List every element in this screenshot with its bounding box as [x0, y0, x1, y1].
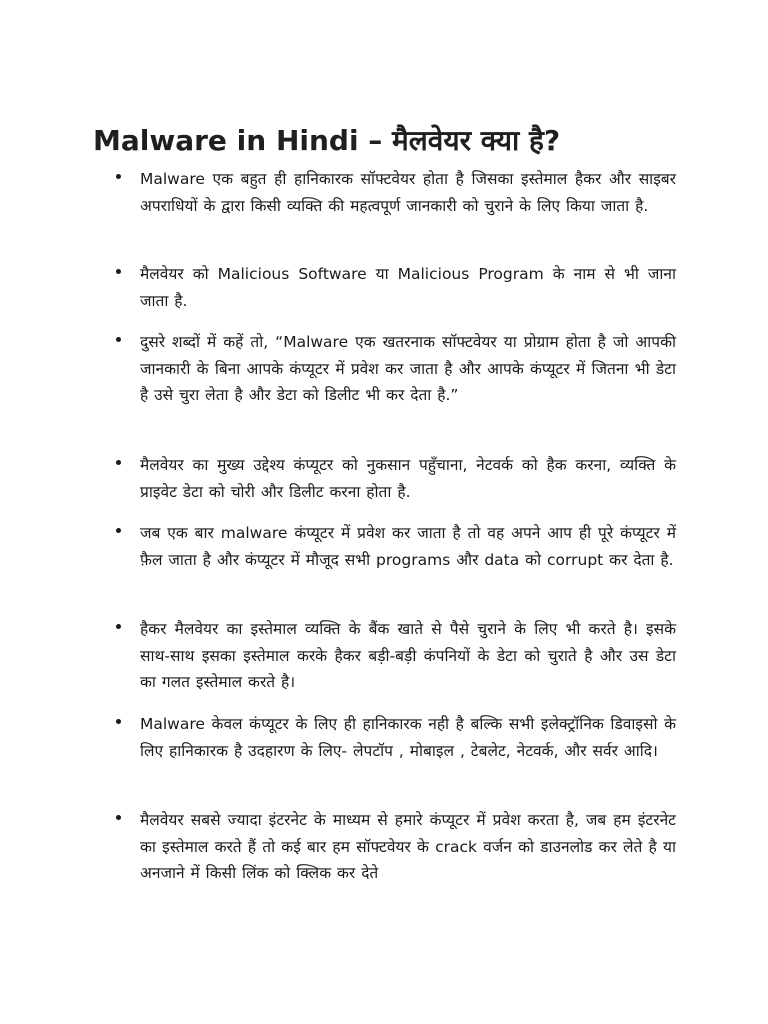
bullet-icon [116, 337, 121, 342]
list-item-text: Malware एक बहुत ही हानिकारक सॉफ्टवेयर होता है जिसका इस्तेमाल हैकर और साइबर अपराधियों के द्वारा किसी व्यक्ति की महत्वपूर्ण जानकारी को चुराने के लिए किया जाता है. [140, 170, 676, 215]
list-item [116, 807, 676, 887]
list-item-text: मैलवेयर सबसे ज्यादा इंटरनेट के माध्यम से हमारे कंप्यूटर में प्रवेश करता है, जब हम इंटरनेट का इस्तेमाल करते हैं तो कई बार हम सॉफ्टवेयर के crack वर्जन को डाउनलोड कर लेते है या अनजाने में किसी लिंक को क्लिक कर देते [140, 811, 676, 882]
bullet-icon [116, 460, 121, 465]
bullet-icon [116, 624, 121, 629]
list-item-text: जब एक बार malware कंप्यूटर में प्रवेश कर जाता है तो वह अपने आप ही पूरे कंप्यूटर में फ़ैल जाता है और कंप्यूटर में मौजूद सभी programs और data को corrupt कर देता है. [140, 524, 676, 569]
list-item-text: Malware केवल कंप्यूटर के लिए ही हानिकारक नही है बल्कि सभी इलेक्ट्रॉनिक डिवाइसो के लिए हानिकारक है उदहारण के लिए- लेपटॉप , मोबाइल , टेबलेट, नेटवर्क, और सर्वर आदि। [140, 715, 676, 760]
bullet-icon [116, 528, 121, 533]
bullet-icon [116, 719, 121, 724]
list-item-text: मैलवेयर का मुख्य उद्देश्य कंप्यूटर को नुकसान पहुँचाना, नेटवर्क को हैक करना, व्यक्ति के प्राइवेट डेटा को चोरी और डिलीट करना होता है. [140, 456, 676, 501]
list-item-text: मैलवेयर को Malicious Software या Malicious Program के नाम से भी जाना जाता है. [140, 265, 676, 310]
list-item-text: हैकर मैलवेयर का इस्तेमाल व्यक्ति के बैंक खाते से पैसे चुराने के लिए भी करते है। इसके साथ-साथ इसका इस्तेमाल करके हैकर बड़ी-बड़ी कंपनियों के डेटा को चुराते है और उस डेटा का गलत इस्तेमाल करते है। [140, 620, 676, 691]
list-item-text: दुसरे शब्दों में कहें तो, “Malware एक खतरनाक सॉफ्टवेयर या प्रोग्राम होता है जो आपकी जानकारी के बिना आपके कंप्यूटर में प्रवेश कर जाता है और आपके कंप्यूटर में जितना भी डेटा है उसे चुरा लेता है और डेटा को डिलीट भी कर देता है.” [140, 333, 676, 404]
document-title: Malware in Hindi – मैलवेयर क्या है? [93, 124, 561, 157]
bullet-icon [116, 815, 121, 820]
bullet-icon [116, 174, 121, 179]
bullet-icon [116, 269, 121, 274]
